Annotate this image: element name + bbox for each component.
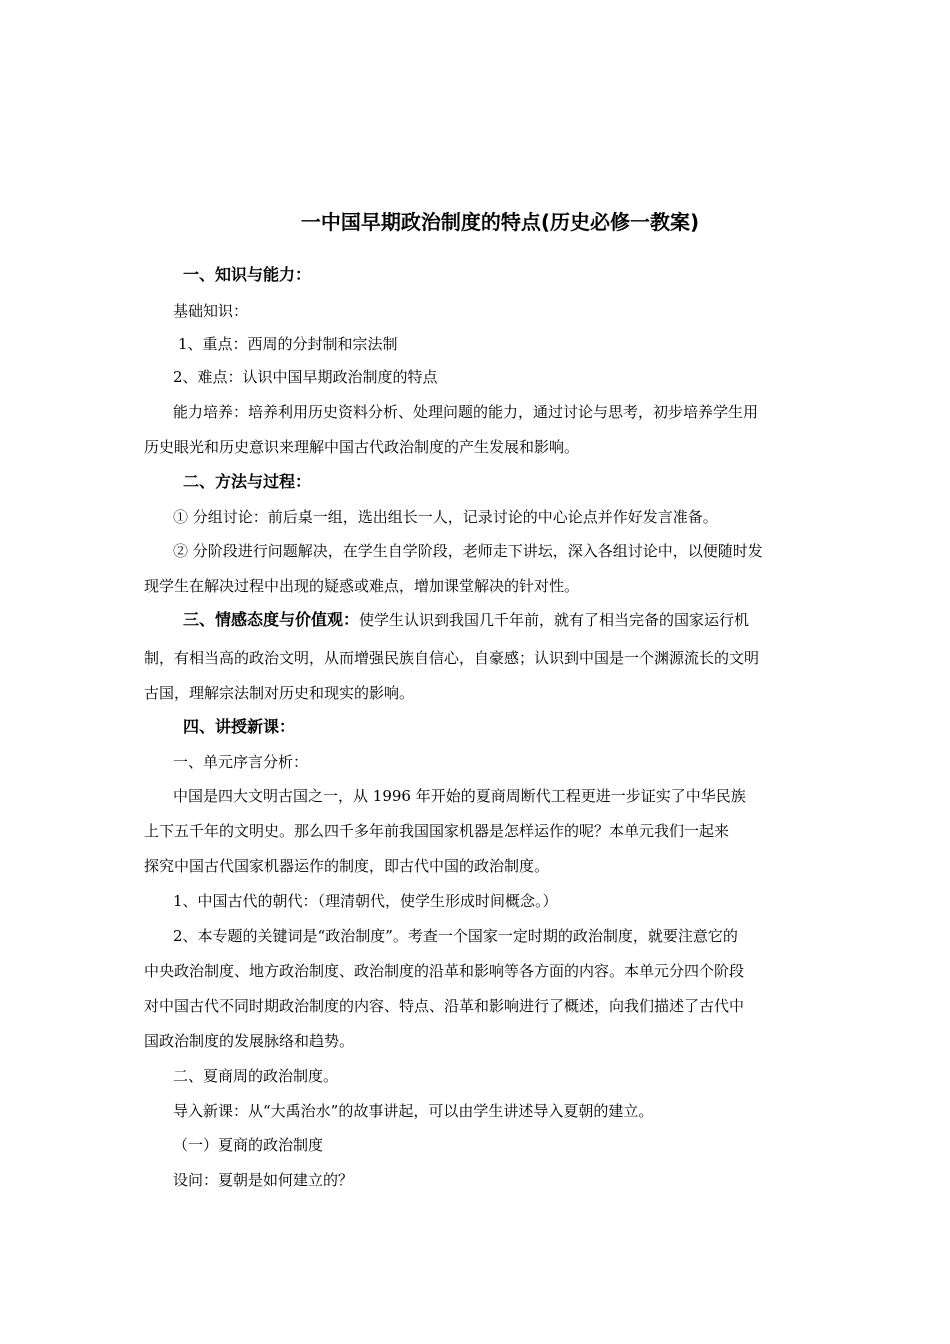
subsection-heading: （一）夏商的政治制度 [173,1136,324,1154]
unit-intro-paragraph-line: 中国是四大文明古国之一，从 1996 年开始的夏商周断代工程更进一步证实了中华民族 [173,787,746,805]
unit-intro-paragraph-line: 探究中国古代国家机器运作的制度，即古代中国的政治制度。 [144,857,550,875]
unit-intro-heading: 一、单元序言分析： [173,753,309,771]
keyword-paragraph-line: 对中国古代不同时期政治制度的内容、特点、沿革和影响进行了概述，向我们描述了古代中 [144,997,745,1015]
emotion-paragraph-line: 制，有相当高的政治文明，从而增强民族自信心，自豪感；认识到中国是一个渊源流长的文明 [144,649,760,667]
method-item-2-line: 现学生在解决过程中出现的疑惑或难点，增加课堂解决的针对性。 [144,577,580,595]
ability-paragraph-line: 历史眼光和历史意识来理解中国古代政治制度的产生发展和影响。 [144,438,580,456]
document-title: 一中国早期政治制度的特点(历史必修一教案) [300,210,700,234]
dynasties-item: 1、中国古代的朝代：（理清朝代，使学生形成时间概念。） [173,892,558,910]
question-line: 设问：夏朝是如何建立的？ [173,1171,354,1189]
method-item-2-line: ② 分阶段进行问题解决，在学生自学阶段，老师走下讲坛，深入各组讨论中，以便随时发 [173,542,763,560]
key-point-item: 1、重点：西周的分封制和宗法制 [178,335,398,353]
ability-paragraph-line: 能力培养：培养利用历史资料分析、处理问题的能力，通过讨论与思考，初步培养学生用 [173,403,759,421]
basic-knowledge-label: 基础知识： [173,302,249,320]
emotion-paragraph-line [183,610,749,630]
emotion-text: 使学生认识到我国几千年前，就有了相当完备的国家运行机 [359,611,750,629]
section-heading-lecture: 四、讲授新课： [183,717,296,736]
unit-intro-paragraph-line: 上下五千年的文明史。那么四千多年前我国国家机器是怎样运作的呢？本单元我们一起来 [144,822,730,840]
method-item-1: ① 分组讨论：前后桌一组，选出组长一人，记录讨论的中心论点并作好发言准备。 [173,508,718,526]
difficult-point-item: 2、难点：认识中国早期政治制度的特点 [173,368,438,386]
section-heading-emotion: 三、情感态度与价值观： [183,610,360,629]
xia-shang-zhou-heading: 二、夏商周的政治制度。 [173,1067,339,1085]
emotion-paragraph-line: 古国，理解宗法制对历史和现实的影响。 [144,684,415,702]
keyword-paragraph-line: 国政治制度的发展脉络和趋势。 [144,1032,355,1050]
lesson-intro: 导入新课：从“大禹治水”的故事讲起，可以由学生讲述导入夏朝的建立。 [173,1102,654,1120]
section-heading-knowledge: 一、知识与能力： [183,265,312,284]
keyword-paragraph-line: 中央政治制度、地方政治制度、政治制度的沿革和影响等各方面的内容。本单元分四个阶段 [144,962,745,980]
section-heading-method: 二、方法与过程： [183,472,312,491]
keyword-paragraph-line: 2、本专题的关键词是“政治制度”。考查一个国家一定时期的政治制度，就要注意它的 [173,927,738,945]
